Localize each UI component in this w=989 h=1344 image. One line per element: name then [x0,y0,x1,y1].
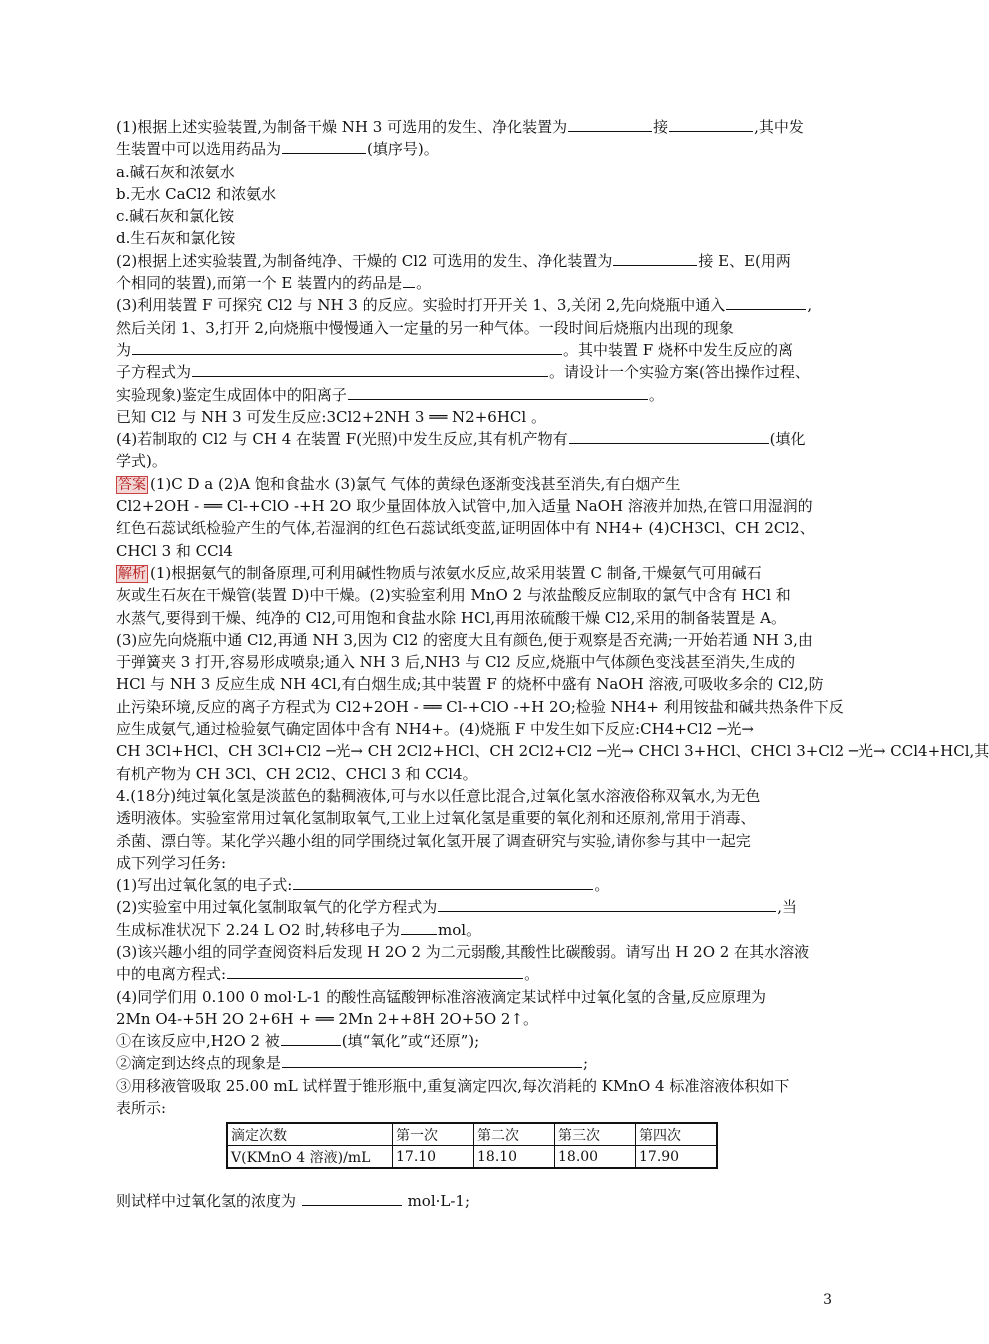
line-text: 应生成氨气,通过检验氨气确定固体中含有 NH4+。(4)烧瓶 F 中发生如下反应:CH4+Cl2 ─光→ [116,720,754,739]
line-text: (1)C D a (2)A 饱和食盐水 (3)氯气 气体的黄绿色逐渐变浅甚至消失,有白烟产生 [150,474,681,493]
line-text: 。 [416,274,432,293]
line-text: 为 [116,340,132,359]
text-line [116,272,834,294]
text-line [116,517,834,539]
text-line [116,540,834,562]
line-text: (3)应先向烧瓶中通 Cl2,再通 NH 3,因为 Cl2 的密度大且有颜色,便于观察是否充满;一开始若通 NH 3,由 [116,630,813,649]
table-header-cell: 滴定次数 [227,1123,393,1146]
answer-blank [282,1052,582,1068]
section-tag: 解析 [118,565,146,582]
answer-blank [281,1030,341,1046]
concentration-question [116,1190,470,1211]
answer-blank [227,963,523,979]
line-text: 水蒸气,要得到干燥、纯净的 Cl2,可用饱和食盐水除 HCl,再用浓硫酸干燥 Cl2,采用的制备装置是 A。 [116,608,786,627]
line-text: (填“氧化”或“还原”); [341,1032,480,1051]
line-text: 生成标准状况下 2.24 L O2 时,转移电子为 [116,920,401,939]
line-text: 子方程式为 [116,363,192,382]
answer-blank [669,116,753,132]
line-text: 然后关闭 1、3,打开 2,向烧瓶中慢慢通入一定量的另一种气体。一段时间后烧瓶内出现的现象 [116,318,734,337]
line-text: 灰或生石灰在干燥管(装置 D)中干燥。(2)实验室利用 MnO 2 与浓盐酸反应制取的氯气中含有 HCl 和 [116,586,791,605]
line-text: mol。 [438,920,482,939]
text-line [116,161,834,183]
line-text: 。 [524,965,540,984]
text-line [116,116,834,138]
line-text: 实验现象)鉴定生成固体中的阳离子 [116,385,347,404]
line-text: (4)同学们用 0.100 0 mol·L-1 的酸性高锰酸钾标准溶液滴定某试样中过氧化氢的含量,反应原理为 [116,987,766,1006]
text-line [116,361,834,383]
text-line [116,896,834,918]
text-line [116,785,834,807]
line-text: 个相同的装置),而第一个 E 装置内的药品是 [116,274,403,293]
table-header-cell: 第一次 [393,1123,474,1146]
text-line [116,406,834,428]
line-text: ; [583,1054,589,1073]
document-body [116,116,989,1119]
line-text: 透明液体。实验室常用过氧化氢制取氧气,工业上过氧化氢是重要的氧化剂和还原剂,常用于消毒、 [116,809,756,828]
table-header-cell: 第三次 [555,1123,636,1146]
question-unit: mol·L-1; [407,1192,471,1210]
table-cell: 18.10 [474,1146,555,1169]
text-line [116,763,834,785]
line-text: 红色石蕊试纸检验产生的气体,若湿润的红色石蕊试纸变蓝,证明固体中有 NH4+ (4)CH3Cl、CH 2Cl2、 [116,519,815,538]
answer-blank [282,138,366,154]
answer-blank [403,272,415,288]
line-text: a.碱石灰和浓氨水 [116,162,235,181]
text-line [116,227,834,249]
answer-blank [293,874,593,890]
line-text: (填序号)。 [367,140,439,159]
answer-blank [726,294,806,310]
line-text: d.生石灰和氯化铵 [116,229,236,248]
line-text: 。 [648,385,664,404]
line-text: 接 [653,118,669,136]
line-text: 生装置中可以选用药品为 [116,140,282,159]
line-text: ③用移液管吸取 25.00 mL 试样置于锥形瓶中,重复滴定四次,每次消耗的 KMnO 4 标准溶液体积如下 [116,1076,790,1095]
text-line [116,986,834,1008]
line-text: (1)根据上述实验装置,为制备干燥 NH 3 可选用的发生、净化装置为 [116,118,568,136]
answer-blank [348,384,648,400]
text-line [116,874,834,896]
text-line [116,607,834,629]
line-text: ①在该反应中,H2O 2 被 [116,1032,280,1051]
text-line [116,1097,834,1119]
line-text: (2)实验室中用过氧化氢制取氧气的化学方程式为 [116,898,438,917]
titration-table [226,1122,718,1169]
text-line [116,1052,834,1074]
table-cell: 17.10 [393,1146,474,1169]
table-header-cell: 第二次 [474,1123,555,1146]
text-line [116,339,834,361]
text-line [116,250,834,272]
line-text: (3)该兴趣小组的同学查阅资料后发现 H 2O 2 为二元弱酸,其酸性比碳酸弱。请写出 H 2O 2 在其水溶液 [116,942,810,961]
text-line [116,718,834,740]
line-text: HCl 与 NH 3 反应生成 NH 4Cl,有白烟生成;其中装置 F 的烧杯中盛有 NaOH 溶液,可吸收多余的 Cl2,防 [116,675,824,694]
text-line [116,1008,834,1030]
line-text: 2Mn O4-+5H 2O 2+6H + ══ 2Mn 2++8H 2O+5O 2↑。 [116,1009,539,1028]
text-line [116,1075,834,1097]
section-tag: 答案 [118,476,146,493]
text-line [116,495,834,517]
text-line [116,629,834,651]
line-text: ,当 [777,898,798,917]
line-text: CH 3Cl+HCl、CH 3Cl+Cl2 ─光→ CH 2Cl2+HCl、CH 2Cl2+Cl2 ─光→ CHCl 3+HCl、CHCl 3+Cl2 ─光→ CCl4+HCl,其 [116,742,989,761]
line-text: CHCl 3 和 CCl4 [116,541,233,560]
line-text: ,其中发 [754,118,804,136]
text-line [116,651,834,673]
text-line [116,205,834,227]
answer-blank [401,919,437,935]
line-text: c.碱石灰和氯化铵 [116,207,235,226]
answer-blank [568,116,652,132]
answer-blank [438,896,776,912]
answer-blank [569,428,769,444]
line-text: 中的电离方程式: [116,965,227,984]
text-line [116,696,844,718]
text-line [116,428,834,450]
text-line [116,562,834,584]
text-line [116,450,834,472]
table-cell: 18.00 [555,1146,636,1169]
line-text: ②滴定到达终点的现象是 [116,1054,282,1073]
line-text: 。请设计一个实验方案(答出操作过程、 [549,363,810,382]
text-line [116,673,834,695]
text-line [116,584,834,606]
line-text: (4)若制取的 Cl2 与 CH 4 在装置 F(光照)中发生反应,其有机产物有 [116,430,568,449]
line-text: Cl2+2OH - ══ Cl-+ClO -+H 2O 取少量固体放入试管中,加入适量 NaOH 溶液并加热,在管口用湿润的 [116,497,813,516]
line-text: 学式)。 [116,452,167,471]
line-text: 接 E、E(用两 [698,251,791,270]
answer-blank [302,1190,402,1206]
text-line [116,317,834,339]
table-cell: V(KMnO 4 溶液)/mL [227,1146,393,1169]
text-line [116,963,834,985]
answer-blank [613,250,697,266]
question-text: 则试样中过氧化氢的浓度为 [116,1192,297,1210]
line-text: 杀菌、漂白等。某化学兴趣小组的同学围绕过氧化氢开展了调查研究与实验,请你参与其中一起完 [116,831,751,850]
line-text: (2)根据上述实验装置,为制备纯净、干燥的 Cl2 可选用的发生、净化装置为 [116,251,613,270]
text-line [116,830,834,852]
line-text: 表所示: [116,1099,167,1118]
table-header-cell: 第四次 [636,1123,718,1146]
line-text: (3)利用装置 F 可探究 Cl2 与 NH 3 的反应。实验时打开开关 1、3,关闭 2,先向烧瓶中通入 [116,296,726,315]
text-line [116,1030,834,1052]
text-line [116,138,834,160]
line-text: 于弹簧夹 3 打开,容易形成喷泉;通入 NH 3 后,NH3 与 Cl2 反应,烧瓶中气体颜色变浅甚至消失,生成的 [116,653,796,672]
text-line [116,919,834,941]
line-text: 成下列学习任务: [116,853,227,872]
text-line [116,740,989,762]
line-text: 止污染环境,反应的离子方程式为 Cl2+2OH - ══ Cl-+ClO -+H 2O;检验 NH4+ 利用铵盐和碱共热条件下反 [116,697,844,716]
line-text: 。其中装置 F 烧杯中发生反应的离 [563,340,793,359]
line-text: , [807,296,813,315]
table-row [227,1146,717,1169]
line-text: 4.(18分)纯过氧化氢是淡蓝色的黏稠液体,可与水以任意比混合,过氧化氢水溶液俗称双氧水,为无色 [116,786,761,805]
line-text: (1)根据氨气的制备原理,可利用碱性物质与浓氨水反应,故采用装置 C 制备,干燥氨气可用碱石 [150,563,762,582]
line-text: 有机产物为 CH 3Cl、CH 2Cl2、CHCl 3 和 CCl4。 [116,764,478,783]
text-line [116,941,834,963]
page-number: 3 [823,1292,832,1308]
text-line [116,294,834,316]
text-line [116,183,834,205]
line-text: 已知 Cl2 与 NH 3 可发生反应:3Cl2+2NH 3 ══ N2+6HCl 。 [116,407,546,426]
answer-blank [132,339,562,355]
table-header-row [227,1123,717,1146]
table-cell: 17.90 [636,1146,718,1169]
line-text: b.无水 CaCl2 和浓氨水 [116,184,277,203]
line-text: 。 [594,876,610,895]
line-text: (1)写出过氧化氢的电子式: [116,876,293,895]
line-text: (填化 [769,430,806,449]
text-line [116,852,834,874]
text-line [116,384,834,406]
text-line [116,473,834,495]
text-line [116,807,834,829]
answer-blank [192,361,548,377]
